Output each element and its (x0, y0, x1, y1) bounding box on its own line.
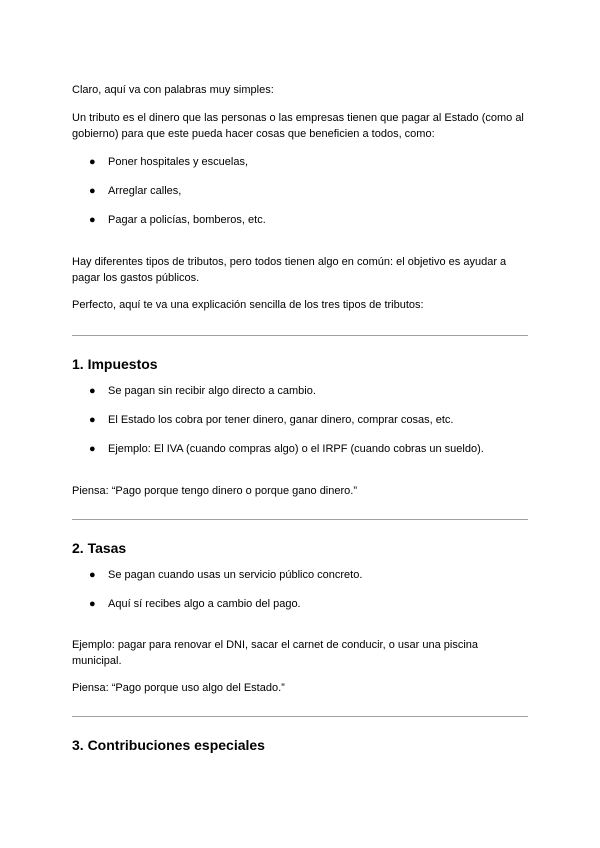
definition-text: Un tributo es el dinero que las personas o las empresas tienen que pagar al Estado (como al gobierno) para que este pueda hacer cosas que beneficien a todos, como: (72, 112, 524, 140)
impuestos-list (72, 383, 528, 457)
section-divider (72, 519, 528, 520)
list-item: ● Pagar a policías, bomberos, etc. (89, 214, 266, 226)
bullet-icon: ● (89, 598, 96, 610)
tasas-list (72, 567, 528, 612)
transition-text: Perfecto, aquí te va una explicación sencilla de los tres tipos de tributos: (72, 299, 424, 311)
section-heading-contribuciones: 3. Contribuciones especiales (72, 737, 265, 753)
document-page (72, 82, 528, 754)
list-item: ● Se pagan sin recibir algo directo a cambio. (89, 385, 316, 397)
bullet-icon: ● (89, 156, 96, 168)
section-heading-impuestos: 1. Impuestos (72, 356, 158, 372)
bullet-icon: ● (89, 443, 96, 455)
bullet-icon: ● (89, 385, 96, 397)
bullet-icon: ● (89, 214, 96, 226)
bullet-icon: ● (89, 569, 96, 581)
list-item: ● El Estado los cobra por tener dinero, ganar dinero, comprar cosas, etc. (89, 414, 454, 426)
list-item: ● Arreglar calles, (89, 185, 182, 197)
examples-list (72, 154, 528, 228)
intro-text: Claro, aquí va con palabras muy simples: (72, 84, 274, 96)
section-heading-tasas: 2. Tasas (72, 540, 127, 556)
summary-text: Hay diferentes tipos de tributos, pero todos tienen algo en común: el objetivo es ayudar a pagar los gastos públicos. (72, 256, 507, 284)
section-divider (72, 335, 528, 336)
tasas-note: Piensa: “Pago porque uso algo del Estado.” (72, 682, 285, 694)
list-item: ● Poner hospitales y escuelas, (89, 156, 249, 168)
list-item: ● Aquí sí recibes algo a cambio del pago. (89, 598, 301, 610)
tasas-example: Ejemplo: pagar para renovar el DNI, sacar el carnet de conducir, o usar una piscina municipal. (72, 639, 478, 667)
impuestos-note: Piensa: “Pago porque tengo dinero o porque gano dinero.” (72, 485, 357, 497)
section-divider (72, 716, 528, 717)
bullet-icon: ● (89, 185, 96, 197)
bullet-icon: ● (89, 414, 96, 426)
list-item: ● Ejemplo: El IVA (cuando compras algo) o el IRPF (cuando cobras un sueldo). (89, 443, 484, 455)
list-item: ● Se pagan cuando usas un servicio público concreto. (89, 569, 363, 581)
